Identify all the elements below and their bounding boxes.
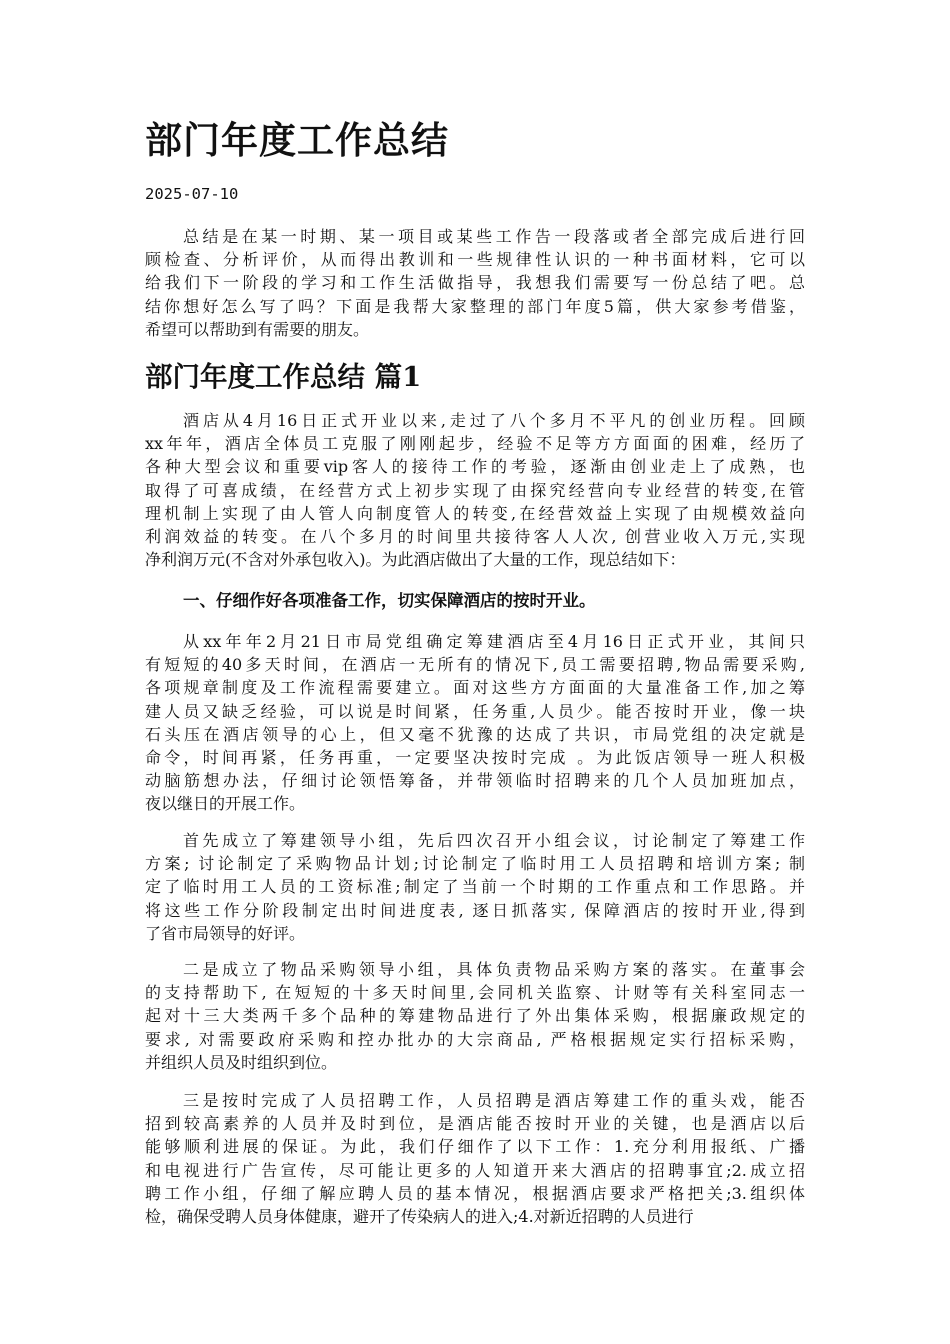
intro-paragraph: [145, 225, 805, 341]
paragraph-line: 方案; 讨论制定了采购物品计划;讨论制定了临时用工人员招聘和培训方案; 制: [145, 854, 805, 874]
document-date: 2025-07-10: [145, 185, 239, 203]
paragraph-line: 并组织人员及时组织到位。: [145, 1052, 338, 1072]
paragraph-line: 首先成立了筹建领导小组，先后四次召开小组会议，讨论制定了筹建工作: [183, 831, 805, 850]
paragraph-line: 三是按时完成了人员招聘工作，人员招聘是酒店筹建工作的重头戏，能否: [183, 1091, 805, 1110]
paragraph-opening: [145, 409, 805, 571]
paragraph-line: 石头压在酒店领导的心上，但又毫不犹豫的达成了共识，市局党组的决定就是: [145, 724, 805, 744]
paragraph-line: 取得了可喜成绩，在经营方式上初步实现了由探究经营向专业经营的转变,在管: [145, 480, 805, 500]
heading-preparation: 一、仔细作好各项准备工作，切实保障酒店的按时开业。: [183, 591, 596, 610]
paragraph-line: 各项规章制度及工作流程需要建立。面对这些方方面面的大量准备工作,加之筹: [145, 678, 805, 698]
paragraph-line: 定了临时用工人员的工资标准;制定了当前一个时期的工作重点和工作思路。并: [145, 877, 805, 897]
section-title: 部门年度工作总结 篇1: [145, 361, 422, 393]
paragraph-line: 起对十三大类两千多个品种的筹建物品进行了外出集体采购，根据廉政规定的: [145, 1006, 805, 1026]
paragraph-line: 将这些工作分阶段制定出时间进度表, 逐日抓落实, 保障酒店的按时开业,得到: [145, 900, 805, 920]
paragraph-procurement: [145, 958, 805, 1074]
paragraph-line: 希望可以帮助到有需要的朋友。: [145, 319, 370, 339]
paragraph-line: 建人员又缺乏经验，可以说是时间紧，任务重,人员少。能否按时开业，像一块: [145, 701, 805, 721]
paragraph-line: xx年年，酒店全体员工克服了刚刚起步，经验不足等方方面面的困难，经历了: [145, 434, 805, 454]
paragraph-line: 顾检查、分析评价，从而得出教训和一些规律性认识的一种书面材料，它可以: [145, 250, 805, 270]
paragraph-line: 结你想好怎么写了吗？下面是我帮大家整理的部门年度5篇，供大家参考借鉴，: [145, 296, 805, 316]
paragraph-line: 从xx年年2月21日市局党组确定筹建酒店至4月16日正式开业，其间只: [183, 632, 805, 651]
paragraph-line: 给我们下一阶段的学习和工作生活做指导，我想我们需要写一份总结了吧。总: [145, 273, 805, 293]
paragraph-line: 招到较高素养的人员并及时到位，是酒店能否按时开业的关键，也是酒店以后: [145, 1114, 805, 1134]
paragraph-line: 有短短的40多天时间，在酒店一无所有的情况下,员工需要招聘,物品需要采购,: [145, 655, 805, 675]
paragraph-line: 二是成立了物品采购领导小组，具体负责物品采购方案的落实。在董事会: [183, 960, 805, 979]
paragraph-line: 命令，时间再紧，任务再重，一定要坚决按时完成 。为此饭店领导一班人积极: [145, 747, 805, 767]
paragraph-line: 了省市局领导的好评。: [145, 923, 306, 943]
paragraph-line: 要求, 对需要政府采购和控办批办的大宗商品, 严格根据规定实行招标采购，: [145, 1029, 805, 1049]
paragraph-recruitment: [145, 1089, 805, 1228]
paragraph-line: 酒店从4月16日正式开业以来,走过了八个多月不平凡的创业历程。回顾: [183, 411, 805, 430]
paragraph-line: 能够顺利进展的保证。为此，我们仔细作了以下工作：1.充分利用报纸、广播: [145, 1137, 805, 1157]
paragraph-line: 净利润万元(不含对外承包收入)。为此酒店做出了大量的工作，现总结如下：: [145, 550, 686, 570]
paragraph-line: 聘工作小组，仔细了解应聘人员的基本情况，根据酒店要求严格把关;3.组织体: [145, 1183, 805, 1203]
paragraph-line: 夜以继日的开展工作。: [145, 794, 306, 814]
paragraph-leadership-group: [145, 829, 805, 945]
paragraph-line: 理机制上实现了由人管人向制度管人的转变,在经营效益上实现了由规模效益向: [145, 503, 805, 523]
paragraph-line: 和电视进行广告宣传，尽可能让更多的人知道开来大酒店的招聘事宜;2.成立招: [145, 1160, 805, 1180]
paragraph-line: 总结是在某一时期、某一项目或某些工作告一段落或者全部完成后进行回: [183, 227, 805, 246]
paragraph-line: 各种大型会议和重要vip客人的接待工作的考验，逐渐由创业走上了成熟，也: [145, 457, 805, 477]
document-title: 部门年度工作总结: [145, 118, 449, 162]
paragraph-line: 检，确保受聘人员身体健康，避开了传染病人的进入;4.对新近招聘的人员进行: [145, 1206, 694, 1226]
paragraph-line: 的支持帮助下, 在短短的十多天时间里,会同机关监察、计财等有关科室同志一: [145, 983, 805, 1003]
paragraph-line: 动脑筋想办法，仔细讨论领悟筹备，并带领临时招聘来的几个人员加班加点，: [145, 771, 805, 791]
paragraph-preparation: [145, 630, 805, 816]
paragraph-line: 利润效益的转变。在八个多月的时间里共接待客人人次, 创营业收入万元,实现: [145, 526, 805, 546]
